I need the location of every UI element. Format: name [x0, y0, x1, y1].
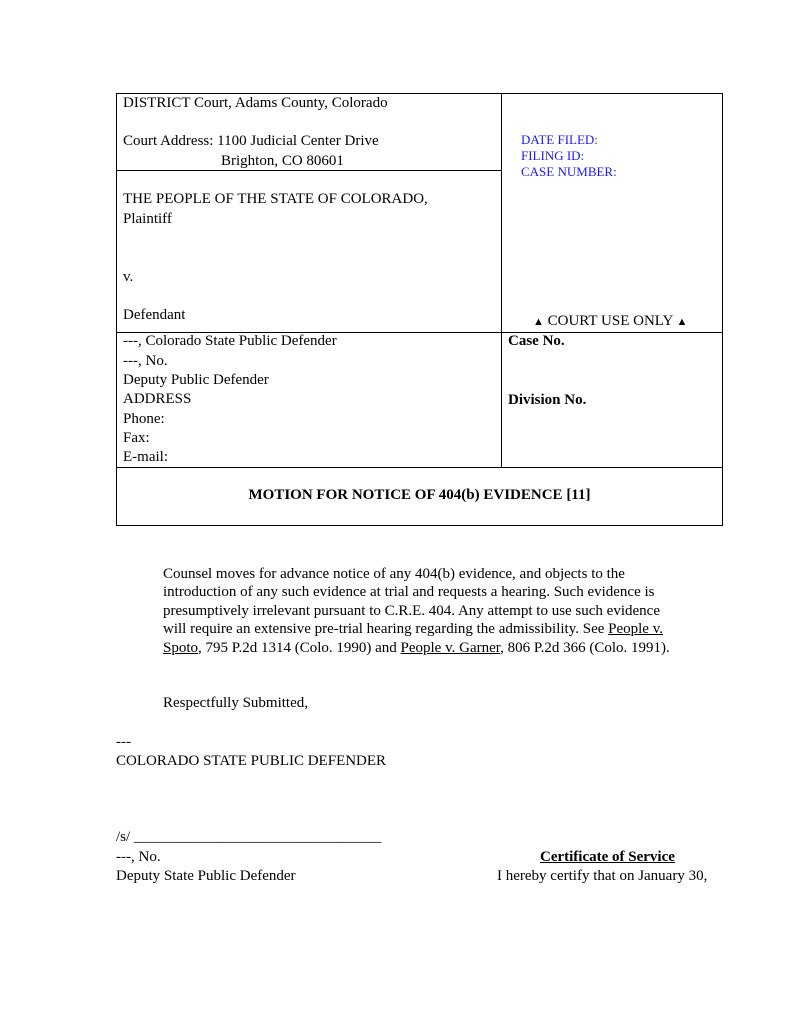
plaintiff-label: Plaintiff: [123, 211, 172, 227]
signature-line: /s/ _________________________________: [116, 829, 382, 845]
attorney-address: ADDRESS: [123, 391, 192, 407]
triangle-up-icon: ▲: [533, 316, 544, 328]
division-no-label: Division No.: [508, 392, 587, 408]
case-no-label: Case No.: [508, 333, 565, 349]
box-top-border: [116, 93, 723, 94]
court-party-divider: [116, 170, 502, 171]
box-column-divider: [501, 93, 502, 468]
attorney-title-divider: [116, 467, 723, 468]
date-filed-label: DATE FILED:: [521, 132, 598, 147]
body-text-part1: Counsel moves for advance notice of any 404(b) evidence, and objects to the introduction of any such evidence at trial and requests a hearing. Such evidence is presumptively irrelevant pursuant to C.R.E. 404. Any attempt to use such evidence will require an extensive pre-trial hearing regarding the admissibility. See: [163, 566, 660, 638]
defendant-label: Defendant: [123, 307, 186, 323]
motion-title: MOTION FOR NOTICE OF 404(b) EVIDENCE [11]: [248, 487, 591, 503]
closing-line: Respectfully Submitted,: [163, 695, 308, 711]
court-address-line1: Court Address: 1100 Judicial Center Drive: [123, 133, 379, 149]
court-address-line2: Brighton, CO 80601: [221, 153, 344, 169]
certificate-text: I hereby certify that on January 30,: [497, 868, 708, 884]
attorney-email: E-mail:: [123, 449, 168, 465]
court-use-only: [533, 313, 687, 330]
signature-dashes: ---: [116, 734, 131, 750]
attorney-fax: Fax:: [123, 430, 150, 446]
plaintiff-name: THE PEOPLE OF THE STATE OF COLORADO,: [123, 191, 428, 207]
body-text-part2: , 795 P.2d 1314 (Colo. 1990) and: [198, 639, 401, 656]
motion-body: [163, 565, 683, 657]
attorney-office: ---, Colorado State Public Defender: [123, 333, 337, 349]
office-name: COLORADO STATE PUBLIC DEFENDER: [116, 753, 387, 769]
box-right-border: [722, 93, 723, 526]
certificate-heading: Certificate of Service: [540, 849, 675, 865]
body-text-part3: , 806 P.2d 366 (Colo. 1991).: [500, 639, 670, 656]
court-name: DISTRICT Court, Adams County, Colorado: [123, 95, 388, 111]
filing-id-label: FILING ID:: [521, 148, 585, 163]
attorney-reg-no: ---, No.: [123, 353, 168, 369]
case-citation-spoto: People v. Spoto: [163, 621, 663, 656]
signer-title: Deputy State Public Defender: [116, 868, 296, 884]
triangle-up-icon: ▲: [676, 316, 688, 328]
box-bottom-border: [116, 525, 723, 526]
court-use-only-label: COURT USE ONLY: [547, 313, 673, 329]
box-left-border: [116, 93, 117, 526]
attorney-title: Deputy Public Defender: [123, 372, 269, 388]
case-number-label: CASE NUMBER:: [521, 164, 617, 179]
signer-reg-no: ---, No.: [116, 849, 161, 865]
versus-label: v.: [123, 269, 134, 285]
case-citation-garner: People v. Garner: [400, 639, 501, 656]
attorney-phone: Phone:: [123, 411, 165, 427]
